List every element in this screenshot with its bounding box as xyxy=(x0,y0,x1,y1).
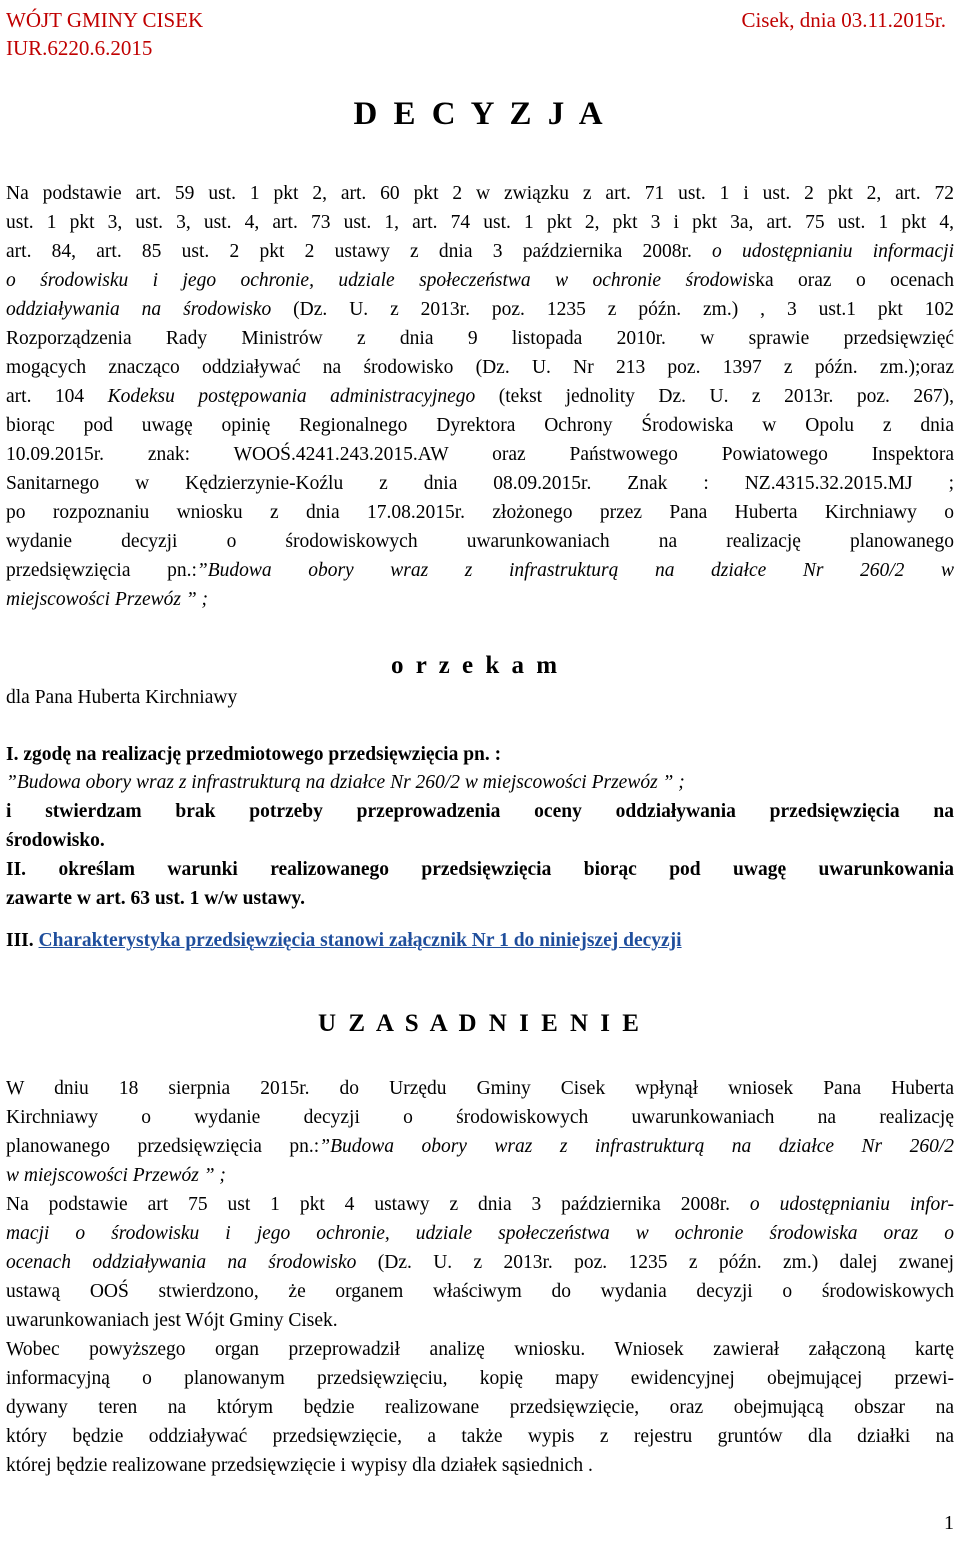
basis-line: miejscowości Przewóz ” ; xyxy=(6,589,209,610)
justification-line: Wobec powyższego organ przeprowadził analizę wniosku. Wniosek zawierał załączoną kartę xyxy=(6,1339,954,1360)
reference-number: IUR.6220.6.2015 xyxy=(6,36,153,60)
point-2: zawarte w art. 63 ust. 1 w/w ustawy. xyxy=(6,888,305,909)
basis-line: art. 84, art. 85 ust. 2 pkt 2 ustawy z dnia 3 października 2008r. o udostępnianiu informacji xyxy=(6,241,954,262)
justification-line: Na podstawie art 75 ust 1 pkt 4 ustawy z dnia 3 października 2008r. o udostępnianiu infor- xyxy=(6,1194,954,1215)
justification-line: uwarunkowaniach jest Wójt Gminy Cisek. xyxy=(6,1310,338,1331)
point-1-statement: i stwierdzam brak potrzeby przeprowadzenia oceny oddziaływania przedsięwzięcia na xyxy=(6,801,954,822)
point-1: I. zgodę na realizację przedmiotowego przedsięwzięcia pn. : xyxy=(6,744,502,765)
justification-line: W dniu 18 sierpnia 2015r. do Urzędu Gminy Cisek wpłynął wniosek Pana Huberta xyxy=(6,1078,954,1099)
addressee: dla Pana Huberta Kirchniawy xyxy=(6,687,238,708)
basis-line: 10.09.2015r. znak: WOOŚ.4241.243.2015.AW oraz Państwowego Powiatowego Inspektora xyxy=(6,444,954,465)
justification-line: dywany teren na którym będzie realizowane przedsięwzięcie, oraz obejmującą obszar na xyxy=(6,1397,954,1418)
point-3: III. Charakterystyka przedsięwzięcia stanowi załącznik Nr 1 do niniejszej decyzji xyxy=(6,930,682,951)
justification-line: Kirchniawy o wydanie decyzji o środowiskowych uwarunkowaniach na realizację xyxy=(6,1107,954,1128)
justification-line: w miejscowości Przewóz ” ; xyxy=(6,1165,226,1186)
justification-line: który będzie oddziaływać przedsięwzięcie, a także wypis z rejestru gruntów dla działki na xyxy=(6,1426,954,1447)
basis-line: art. 104 Kodeksu postępowania administracyjnego (tekst jednolity Dz. U. z 2013r. poz. 267), xyxy=(6,386,954,407)
place-date: Cisek, dnia 03.11.2015r. xyxy=(741,8,946,32)
point-2: II. określam warunki realizowanego przedsięwzięcia biorąc pod uwagę uwarunkowania xyxy=(6,859,954,880)
decision-heading: o r z e k a m xyxy=(391,652,561,679)
document-title: D E C Y Z J A xyxy=(353,96,607,132)
justification-line: informacyjną o planowanym przedsięwzięciu, kopię mapy ewidencyjnej obejmującej przewi- xyxy=(6,1368,954,1389)
basis-line: po rozpoznaniu wniosku z dnia 17.08.2015r. złożonego przez Pana Huberta Kirchniawy o xyxy=(6,502,954,523)
basis-line: mogących znacząco oddziaływać na środowisko (Dz. U. Nr 213 poz. 1397 z późn. zm.);oraz xyxy=(6,357,954,378)
justification-line: której będzie realizowane przedsięwzięcie i wypisy dla działek sąsiednich . xyxy=(6,1455,593,1476)
basis-line: o środowisku i jego ochronie, udziale społeczeństwa w ochronie środowiska oraz o ocenach xyxy=(6,270,954,291)
attachment-link[interactable]: Charakterystyka przedsięwzięcia stanowi załącznik Nr 1 do niniejszej decyzji xyxy=(38,930,682,951)
basis-line: oddziaływania na środowisko (Dz. U. z 2013r. poz. 1235 z późn. zm.) , 3 ust.1 pkt 102 xyxy=(6,299,955,320)
basis-line: Na podstawie art. 59 ust. 1 pkt 2, art. 60 pkt 2 w związku z art. 71 ust. 1 i ust. 2 pkt 2, art. 72 xyxy=(6,183,954,204)
page-number: 1 xyxy=(944,1512,954,1534)
point-1-statement: środowisko. xyxy=(6,830,105,851)
authority-heading: WÓJT GMINY CISEK xyxy=(6,8,204,32)
justification-line: planowanego przedsięwzięcia pn.:”Budowa obory wraz z infrastrukturą na działce Nr 260/2 xyxy=(6,1136,954,1157)
justification-line: ustawą OOŚ stwierdzono, że organem właściwym do wydania decyzji o środowiskowych xyxy=(6,1281,954,1302)
basis-line: biorąc pod uwagę opinię Regionalnego Dyrektora Ochrony Środowiska w Opolu z dnia xyxy=(6,415,954,436)
project-name: ”Budowa obory wraz z infrastrukturą na działce Nr 260/2 w miejscowości Przewóz ” ; xyxy=(6,772,685,793)
basis-line: Rozporządzenia Rady Ministrów z dnia 9 listopada 2010r. w sprawie przedsięwzięć xyxy=(6,328,954,349)
basis-line: wydanie decyzji o środowiskowych uwarunkowaniach na realizację planowanego xyxy=(6,531,954,552)
basis-line: Sanitarnego w Kędzierzynie-Koźlu z dnia 08.09.2015r. Znak : NZ.4315.32.2015.MJ ; xyxy=(6,473,954,494)
basis-line: przedsięwzięcia pn.:”Budowa obory wraz z infrastrukturą na działce Nr 260/2 w xyxy=(6,560,954,581)
basis-line: ust. 1 pkt 3, ust. 3, ust. 4, art. 73 ust. 1, art. 74 ust. 1 pkt 2, pkt 3 i pkt 3a, art. 75 ust. 1 pkt 4, xyxy=(6,212,954,233)
justification-heading: U Z A S A D N I E N I E xyxy=(318,1010,642,1037)
justification-line: macji o środowisku i jego ochronie, udziale społeczeństwa w ochronie środowiska oraz o xyxy=(6,1223,954,1244)
justification-line: ocenach oddziaływania na środowisko (Dz. U. z 2013r. poz. 1235 z późn. zm.) dalej zwanej xyxy=(6,1252,954,1273)
